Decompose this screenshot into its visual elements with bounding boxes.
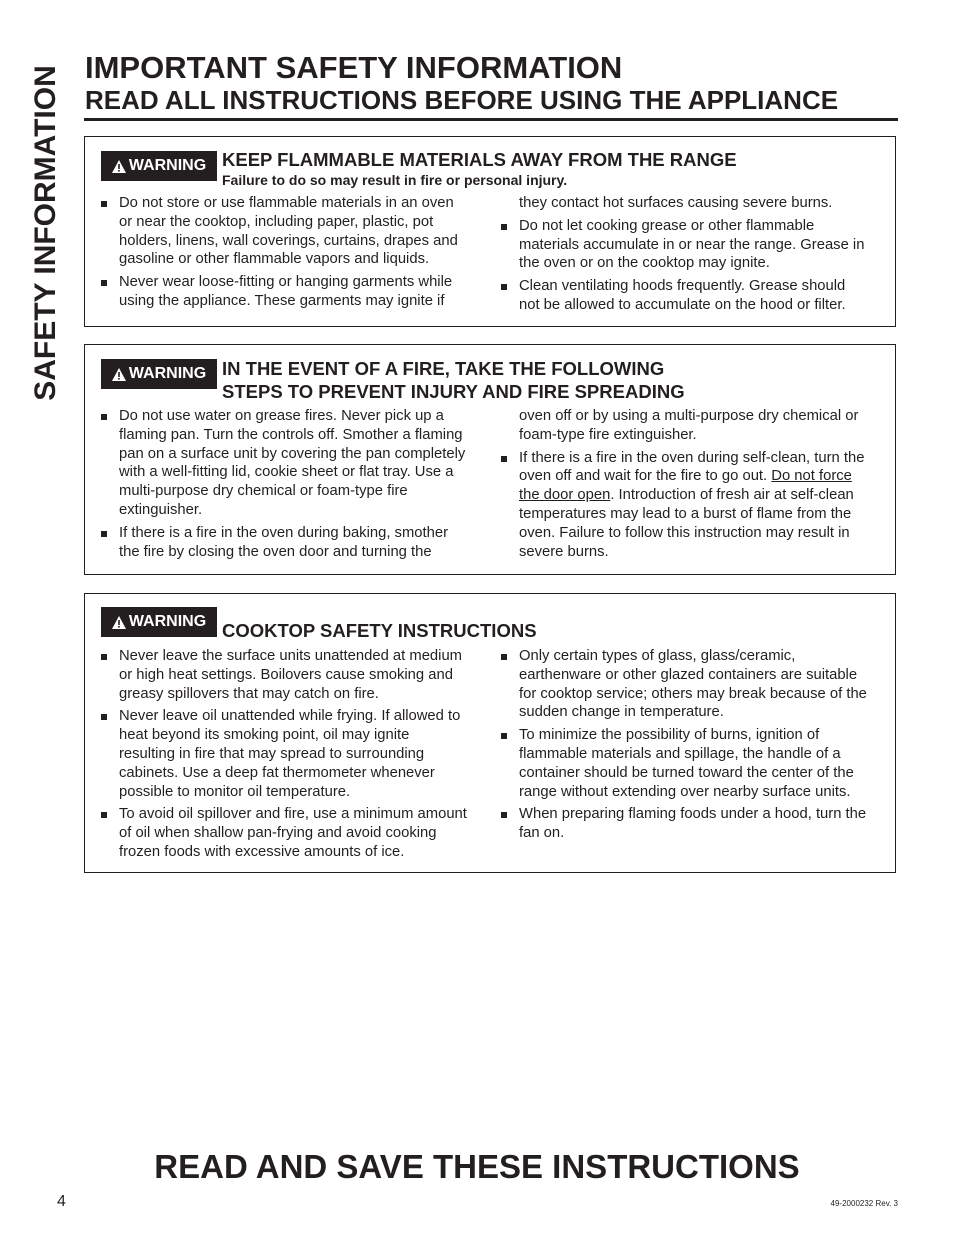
section-heading-line: IN THE EVENT OF A FIRE, TAKE THE FOLLOWING xyxy=(222,358,665,379)
list-item-continuation: they contact hot surfaces causing severe burns. xyxy=(519,195,833,211)
section-subheading: Failure to do so may result in fire or personal injury. xyxy=(222,172,568,188)
list-item: If there is a fire in the oven during baking, smother the fire by closing the oven door and turning the xyxy=(101,524,469,562)
section-heading: KEEP FLAMMABLE MATERIALS AWAY FROM THE RANGE xyxy=(222,149,737,170)
warning-box-cooktop xyxy=(84,593,896,873)
warning-badge-label: WARNING xyxy=(128,365,207,382)
list-item: Do not use water on grease fires. Never pick up a flaming pan. Turn the controls off. Smother a flaming pan on a surface unit by covering the pan completely with a well-fitting lid, cookie sheet or flat tray. Use a multi-purpose dry chemical or foam-type fire extinguisher. xyxy=(101,407,469,520)
list-item: If there is a fire in the oven during self-clean, turn the oven off and wait for the fire to go out. Do not force the door open. Introduction of fresh air at self-clean temperatures may lead to a burst of flame from the oven. Failure to follow this instruction may result in severe burns. xyxy=(501,449,869,562)
warning-triangle-icon xyxy=(112,368,126,381)
warning-triangle-icon xyxy=(112,616,126,629)
right-column xyxy=(501,194,869,319)
list-item: When preparing flaming foods under a hood, turn the fan on. xyxy=(501,805,869,843)
warning-badge xyxy=(101,359,217,389)
warning-triangle-icon xyxy=(112,160,126,173)
warning-badge xyxy=(101,151,217,181)
list-item-continuation: oven off or by using a multi-purpose dry chemical or foam-type fire extinguisher. xyxy=(519,408,859,443)
list-item: To minimize the possibility of burns, ignition of flammable materials and spillage, the handle of a container should be turned toward the center of the range without extending over nearby surface units. xyxy=(501,726,869,801)
left-column xyxy=(101,647,469,866)
section-heading xyxy=(222,357,685,403)
right-column xyxy=(501,407,869,565)
page-number: 4 xyxy=(57,1193,66,1210)
list-item: Do not store or use flammable materials in an oven or near the cooktop, including paper, plastic, pot holders, linens, wall coverings, curtains, drapes and gasoline or other flammable vapors and liquids. xyxy=(101,194,469,269)
section-heading: COOKTOP SAFETY INSTRUCTIONS xyxy=(222,620,537,641)
underlined-warning: Do not force the door open xyxy=(519,468,852,504)
warning-box-flammable xyxy=(84,136,896,327)
left-column xyxy=(101,194,469,315)
side-tab-label: SAFETY INFORMATION xyxy=(29,64,62,401)
right-column xyxy=(501,647,869,847)
page-title: IMPORTANT SAFETY INFORMATION xyxy=(85,50,623,85)
warning-badge-label: WARNING xyxy=(128,157,207,174)
list-item: Do not let cooking grease or other flammable materials accumulate in or near the range. Grease in the oven or on the cooktop may ignite. xyxy=(501,217,869,273)
warning-badge xyxy=(101,607,217,637)
list-item: Never leave the surface units unattended at medium or high heat settings. Boilovers cause smoking and greasy spillovers that may catch on fire. xyxy=(101,647,469,703)
title-divider xyxy=(84,118,898,121)
left-column xyxy=(101,407,469,565)
warning-badge-label: WARNING xyxy=(128,613,207,630)
side-tab xyxy=(30,55,62,410)
footer-title: READ AND SAVE THESE INSTRUCTIONS xyxy=(154,1148,800,1185)
page-subtitle: READ ALL INSTRUCTIONS BEFORE USING THE APPLIANCE xyxy=(85,85,839,115)
list-item: Never leave oil unattended while frying. If allowed to heat beyond its smoking point, oil may ignite resulting in fire that may spread to surrounding cabinets. Use a deep fat thermometer whenever possible to monitor oil temperature. xyxy=(101,707,469,801)
warning-box-fire xyxy=(84,344,896,575)
list-item: Never wear loose-fitting or hanging garments while using the appliance. These garments may ignite if xyxy=(101,273,469,311)
section-heading-line: STEPS TO PREVENT INJURY AND FIRE SPREADING xyxy=(222,381,685,402)
list-item: To avoid oil spillover and fire, use a minimum amount of oil when shallow pan-frying and avoid cooking frozen foods with excessive amounts of ice. xyxy=(101,805,469,861)
list-item: Clean ventilating hoods frequently. Grease should not be allowed to accumulate on the hood or filter. xyxy=(501,277,869,315)
list-item: Only certain types of glass, glass/ceramic, earthenware or other glazed containers are suitable for cooktop service; others may break because of the sudden change in temperature. xyxy=(501,647,869,722)
document-code: 49-2000232 Rev. 3 xyxy=(830,1199,898,1208)
